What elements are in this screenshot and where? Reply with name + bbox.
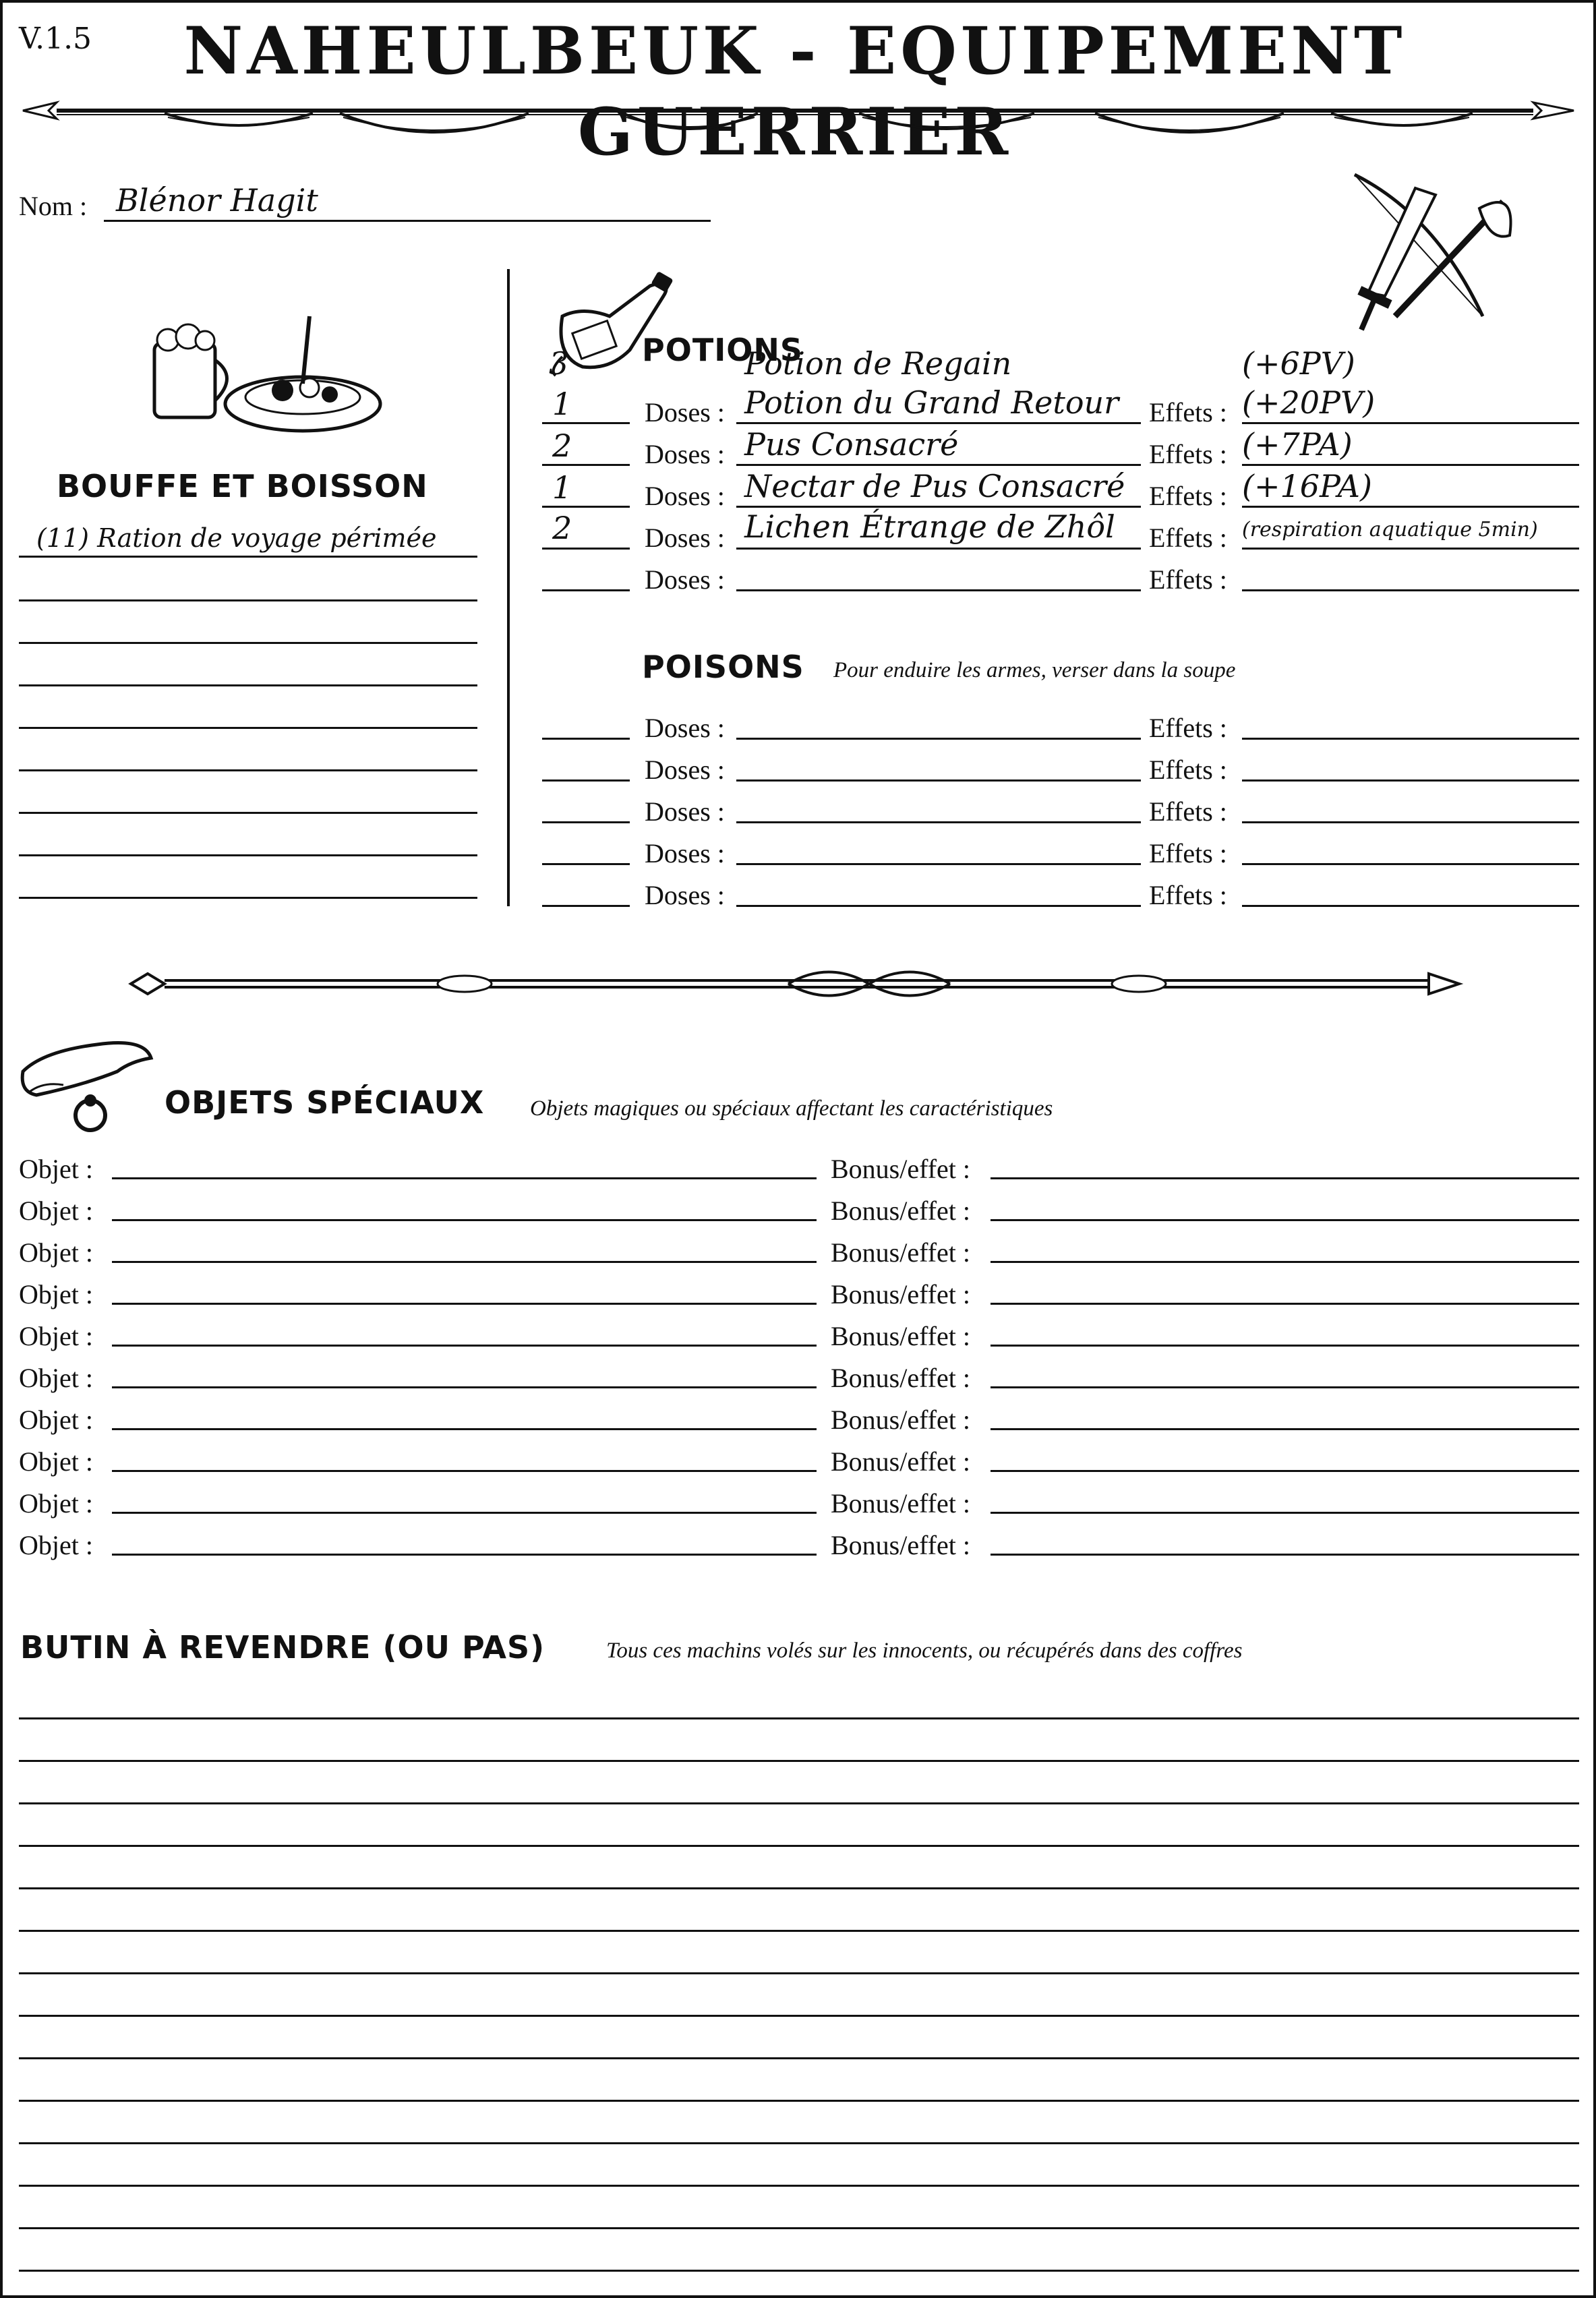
- poison-doses-label: Doses :: [645, 796, 725, 827]
- poison-doses-label: Doses :: [645, 880, 725, 910]
- poison-effect-line: [1242, 863, 1579, 865]
- name-label: Nom :: [19, 191, 88, 221]
- potion-name-line: [736, 422, 1141, 424]
- poison-doses-label: Doses :: [645, 713, 725, 743]
- poison-effect-line: [1242, 738, 1579, 740]
- potion-qty-line: [542, 548, 630, 550]
- spear-divider-icon: [16, 90, 1580, 151]
- object-label: Objet :: [19, 1363, 93, 1393]
- loot-line: [19, 1972, 1579, 1974]
- special-objects-subtitle: Objets magiques ou spéciaux affectant les caractéristiques: [530, 1096, 1053, 1121]
- potions-heading: POTIONS: [642, 332, 804, 368]
- object-label: Objet :: [19, 1405, 93, 1435]
- loot-line: [19, 1760, 1579, 1762]
- loot-line: [19, 2057, 1579, 2059]
- poison-effects-label: Effets :: [1149, 755, 1227, 785]
- version-label: V.1.5: [19, 22, 92, 56]
- food-line: [19, 642, 477, 644]
- name-field[interactable]: Blénor Hagit: [116, 182, 318, 218]
- staff-divider-icon: [127, 960, 1476, 1007]
- bonus-line: [991, 1512, 1579, 1514]
- object-label: Objet :: [19, 1279, 93, 1309]
- object-line: [112, 1261, 817, 1263]
- potion-name-line: [736, 589, 1141, 591]
- bonus-label: Bonus/effet :: [831, 1405, 971, 1435]
- poison-doses-label: Doses :: [645, 755, 725, 785]
- potion-effect[interactable]: (+6PV): [1242, 345, 1355, 382]
- food-line: [19, 684, 477, 686]
- bonus-label: Bonus/effet :: [831, 1237, 971, 1268]
- object-label: Objet :: [19, 1237, 93, 1268]
- loot-line: [19, 2185, 1579, 2187]
- loot-subtitle: Tous ces machins volés sur les innocents, ou récupérés dans des coffres: [606, 1639, 1243, 1663]
- loot-line: [19, 2142, 1579, 2144]
- potion-effect-line: [1242, 422, 1579, 424]
- potion-qty[interactable]: 3: [549, 345, 569, 382]
- potion-name-line: [736, 548, 1141, 550]
- object-label: Objet :: [19, 1446, 93, 1477]
- bonus-line: [991, 1303, 1579, 1305]
- bonus-line: [991, 1386, 1579, 1388]
- loot-line: [19, 1717, 1579, 1719]
- potion-effect-line: [1242, 506, 1579, 508]
- potion-effect-line: [1242, 548, 1579, 550]
- bonus-line: [991, 1261, 1579, 1263]
- poison-name-line: [736, 779, 1141, 782]
- name-line: [104, 220, 711, 222]
- object-line: [112, 1470, 817, 1472]
- poison-name-line: [736, 738, 1141, 740]
- object-line: [112, 1428, 817, 1430]
- object-line: [112, 1386, 817, 1388]
- potion-effect[interactable]: (respiration aquatique 5min): [1242, 518, 1538, 541]
- potion-name-line: [736, 506, 1141, 508]
- potion-qty-line: [542, 506, 630, 508]
- potion-name-line: [736, 464, 1141, 466]
- potion-name[interactable]: Nectar de Pus Consacré: [744, 468, 1125, 504]
- poison-qty-line: [542, 905, 630, 907]
- object-label: Objet :: [19, 1154, 93, 1184]
- column-separator: [507, 269, 510, 906]
- scroll-ring-icon: [16, 1031, 158, 1139]
- potion-effects-label: Effets :: [1149, 439, 1227, 469]
- potion-name[interactable]: Potion de Regain: [744, 345, 1012, 382]
- poison-effect-line: [1242, 905, 1579, 907]
- poison-name-line: [736, 905, 1141, 907]
- potion-doses-label: Doses :: [645, 523, 725, 553]
- potion-doses-label: Doses :: [645, 564, 725, 595]
- potion-effect-line: [1242, 464, 1579, 466]
- potion-name[interactable]: Potion du Grand Retour: [744, 384, 1119, 421]
- potion-effects-label: Effets :: [1149, 481, 1227, 511]
- poison-qty-line: [542, 821, 630, 823]
- bonus-label: Bonus/effet :: [831, 1488, 971, 1519]
- bonus-line: [991, 1219, 1579, 1221]
- object-line: [112, 1512, 817, 1514]
- potion-effect[interactable]: (+16PA): [1242, 468, 1372, 504]
- poisons-heading: POISONS: [642, 649, 804, 685]
- food-line: [19, 854, 477, 856]
- bonus-line: [991, 1177, 1579, 1179]
- poison-qty-line: [542, 738, 630, 740]
- loot-line: [19, 2270, 1579, 2272]
- special-objects-heading: OBJETS SPÉCIAUX: [165, 1084, 485, 1121]
- food-line: [19, 556, 477, 558]
- weapons-icon: [1334, 161, 1523, 336]
- loot-line: [19, 2100, 1579, 2102]
- food-line: [19, 769, 477, 771]
- object-line: [112, 1554, 817, 1556]
- potion-qty[interactable]: 1: [552, 469, 572, 506]
- potion-name[interactable]: Lichen Étrange de Zhôl: [744, 508, 1115, 545]
- potion-effect[interactable]: (+7PA): [1242, 426, 1353, 463]
- loot-line: [19, 1930, 1579, 1932]
- object-line: [112, 1219, 817, 1221]
- potion-qty[interactable]: 2: [552, 428, 572, 464]
- potion-qty[interactable]: 2: [552, 510, 572, 546]
- potion-effects-label: Effets :: [1149, 523, 1227, 553]
- bonus-label: Bonus/effet :: [831, 1446, 971, 1477]
- potion-qty-line: [542, 422, 630, 424]
- poison-effects-label: Effets :: [1149, 796, 1227, 827]
- potion-effects-label: Effets :: [1149, 564, 1227, 595]
- poison-effects-label: Effets :: [1149, 838, 1227, 868]
- poison-effects-label: Effets :: [1149, 880, 1227, 910]
- bonus-label: Bonus/effet :: [831, 1279, 971, 1309]
- loot-line: [19, 1845, 1579, 1847]
- potion-effects-label: Effets :: [1149, 397, 1227, 428]
- loot-line: [19, 2227, 1579, 2229]
- food-line: [19, 599, 477, 601]
- poison-doses-label: Doses :: [645, 838, 725, 868]
- object-line: [112, 1303, 817, 1305]
- loot-line: [19, 1802, 1579, 1804]
- poison-qty-line: [542, 779, 630, 782]
- object-line: [112, 1177, 817, 1179]
- page-title: NAHEULBEUK - EQUIPEMENT GUERRIER: [183, 13, 1407, 170]
- bonus-label: Bonus/effet :: [831, 1530, 971, 1560]
- potion-doses-label: Doses :: [645, 481, 725, 511]
- bonus-line: [991, 1345, 1579, 1347]
- potion-effect[interactable]: (+20PV): [1242, 384, 1376, 421]
- poison-name-line: [736, 863, 1141, 865]
- food-heading: BOUFFE ET BOISSON: [57, 468, 428, 504]
- food-line: [19, 897, 477, 899]
- potion-qty[interactable]: 1: [552, 386, 572, 422]
- poison-effects-label: Effets :: [1149, 713, 1227, 743]
- potion-effect-line: [1242, 589, 1579, 591]
- poison-name-line: [736, 821, 1141, 823]
- potion-qty-line: [542, 464, 630, 466]
- food-line: [19, 812, 477, 814]
- food-mug-icon: [141, 303, 384, 438]
- potion-doses-label: Doses :: [645, 439, 725, 469]
- poisons-subtitle: Pour enduire les armes, verser dans la soupe: [833, 658, 1236, 682]
- bonus-label: Bonus/effet :: [831, 1363, 971, 1393]
- object-label: Objet :: [19, 1196, 93, 1226]
- potion-doses-label: Doses :: [645, 397, 725, 428]
- bonus-line: [991, 1470, 1579, 1472]
- object-label: Objet :: [19, 1488, 93, 1519]
- poison-effect-line: [1242, 821, 1579, 823]
- food-line: [19, 727, 477, 729]
- object-label: Objet :: [19, 1530, 93, 1560]
- poison-qty-line: [542, 863, 630, 865]
- loot-line: [19, 1887, 1579, 1889]
- bonus-line: [991, 1554, 1579, 1556]
- bonus-label: Bonus/effet :: [831, 1196, 971, 1226]
- potion-name[interactable]: Pus Consacré: [744, 426, 959, 463]
- loot-heading: BUTIN À REVENDRE (OU PAS): [20, 1629, 545, 1666]
- bonus-label: Bonus/effet :: [831, 1154, 971, 1184]
- potion-qty-line: [542, 589, 630, 591]
- object-line: [112, 1345, 817, 1347]
- poison-effect-line: [1242, 779, 1579, 782]
- food-item-1[interactable]: (11) Ration de voyage périmée: [36, 523, 437, 553]
- object-label: Objet :: [19, 1321, 93, 1351]
- loot-line: [19, 2015, 1579, 2017]
- bonus-label: Bonus/effet :: [831, 1321, 971, 1351]
- bonus-line: [991, 1428, 1579, 1430]
